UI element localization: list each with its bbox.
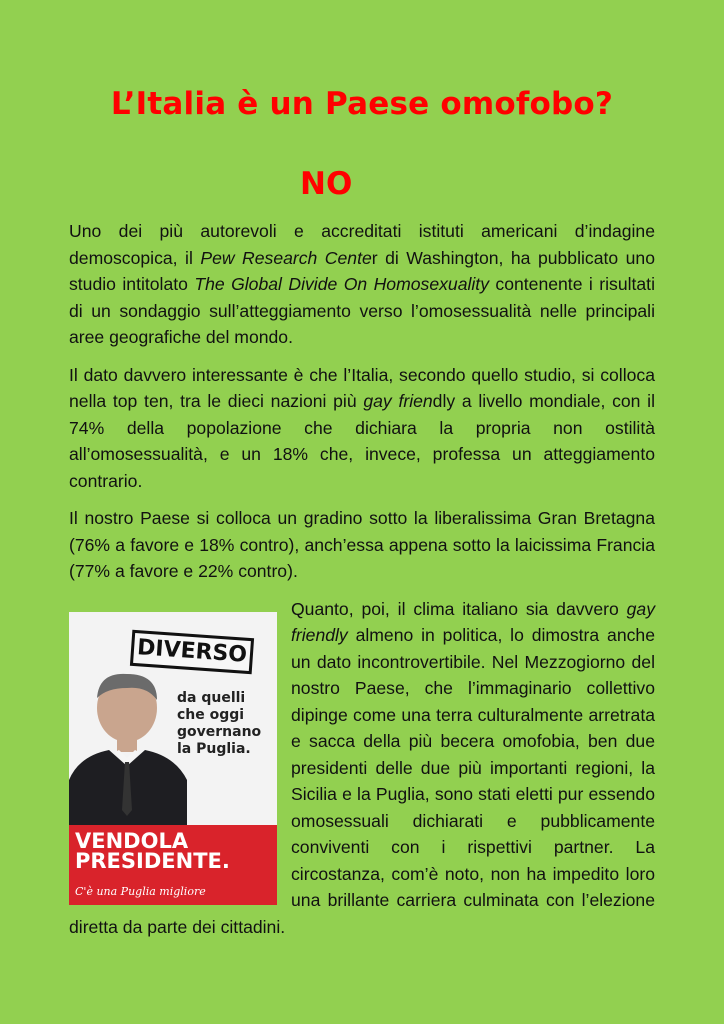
poster-name-line1: VENDOLA	[75, 828, 189, 853]
p4-text-c: almeno in politica, lo dimostra anche un dato incontrovertibile. Nel Mezzogiorno del nostro Paese, che l’immaginario collettivo dipinge come una terra culturalmente arretrata e sacca della più becera omofobia, ben due presidenti delle due più importanti regioni, la Sicilia e la Puglia, sono stati eletti pur essendo omosessuali dichiarati e pubblicamente conviventi con i rispettivi partner. La circostanza, com’è noto, non ha impedito loro una brillante carriera culminata con l’elezione diretta da parte dei cittadini.	[69, 625, 655, 937]
paragraph-2	[69, 362, 655, 495]
p1-text-a: Uno dei più autorevoli e accreditati istituti americani d’indagine demoscopica, il	[69, 221, 655, 268]
p4-text-a: Quanto, poi, il clima italiano sia davvero	[291, 598, 627, 619]
page-title: L’Italia è un Paese omofobo?	[110, 86, 614, 122]
answer-heading: NO	[300, 166, 353, 202]
poster-name-line2: PRESIDENTE.	[75, 848, 230, 873]
p1-text-e: contenente i risultati di un sondaggio sull’atteggiamento verso l’omosessualità nelle principali aree geografiche del mondo.	[69, 274, 655, 347]
article-body	[69, 218, 655, 940]
paragraph-3: Il nostro Paese si colloca un gradino sotto la liberalissima Gran Bretagna (76% a favore e 18% contro), anch’essa appena sotto la laicissima Francia (77% a favore e 22% contro).	[69, 508, 655, 581]
p1-text-c: r di Washington, ha pubblicato uno studio intitolato	[69, 247, 655, 294]
poster-red-band	[69, 825, 277, 905]
poster-candidate-name	[75, 828, 230, 873]
p2-gay-frien: gay frien	[363, 391, 433, 411]
poster-portrait-icon	[69, 670, 199, 830]
p1-pew-name: Pew Research Cente	[200, 247, 372, 268]
p1-study-title: The Global Divide On Homosexuality	[194, 274, 489, 294]
campaign-poster-image	[69, 612, 277, 905]
poster-tagline: da quelli che oggi governano la Puglia.	[177, 689, 262, 757]
p4-gay-friendly: gay friendly	[291, 598, 655, 645]
p2-text-c: dly a livello mondiale, con il 74% della popolazione che dichiara la propria non ostilità all’omosessualità, e un 18% che, invece, professa un atteggiamento contrario.	[69, 391, 655, 491]
p2-text-a: Il dato davvero interessante è che l’Italia, secondo quello studio, si colloca nella top ten, tra le dieci nazioni più	[69, 364, 655, 411]
paragraph-4	[69, 596, 655, 941]
poster-stamp: DIVERSO	[130, 629, 254, 673]
poster-slogan: C'è una Puglia migliore	[75, 884, 206, 898]
paragraph-1	[69, 218, 655, 351]
